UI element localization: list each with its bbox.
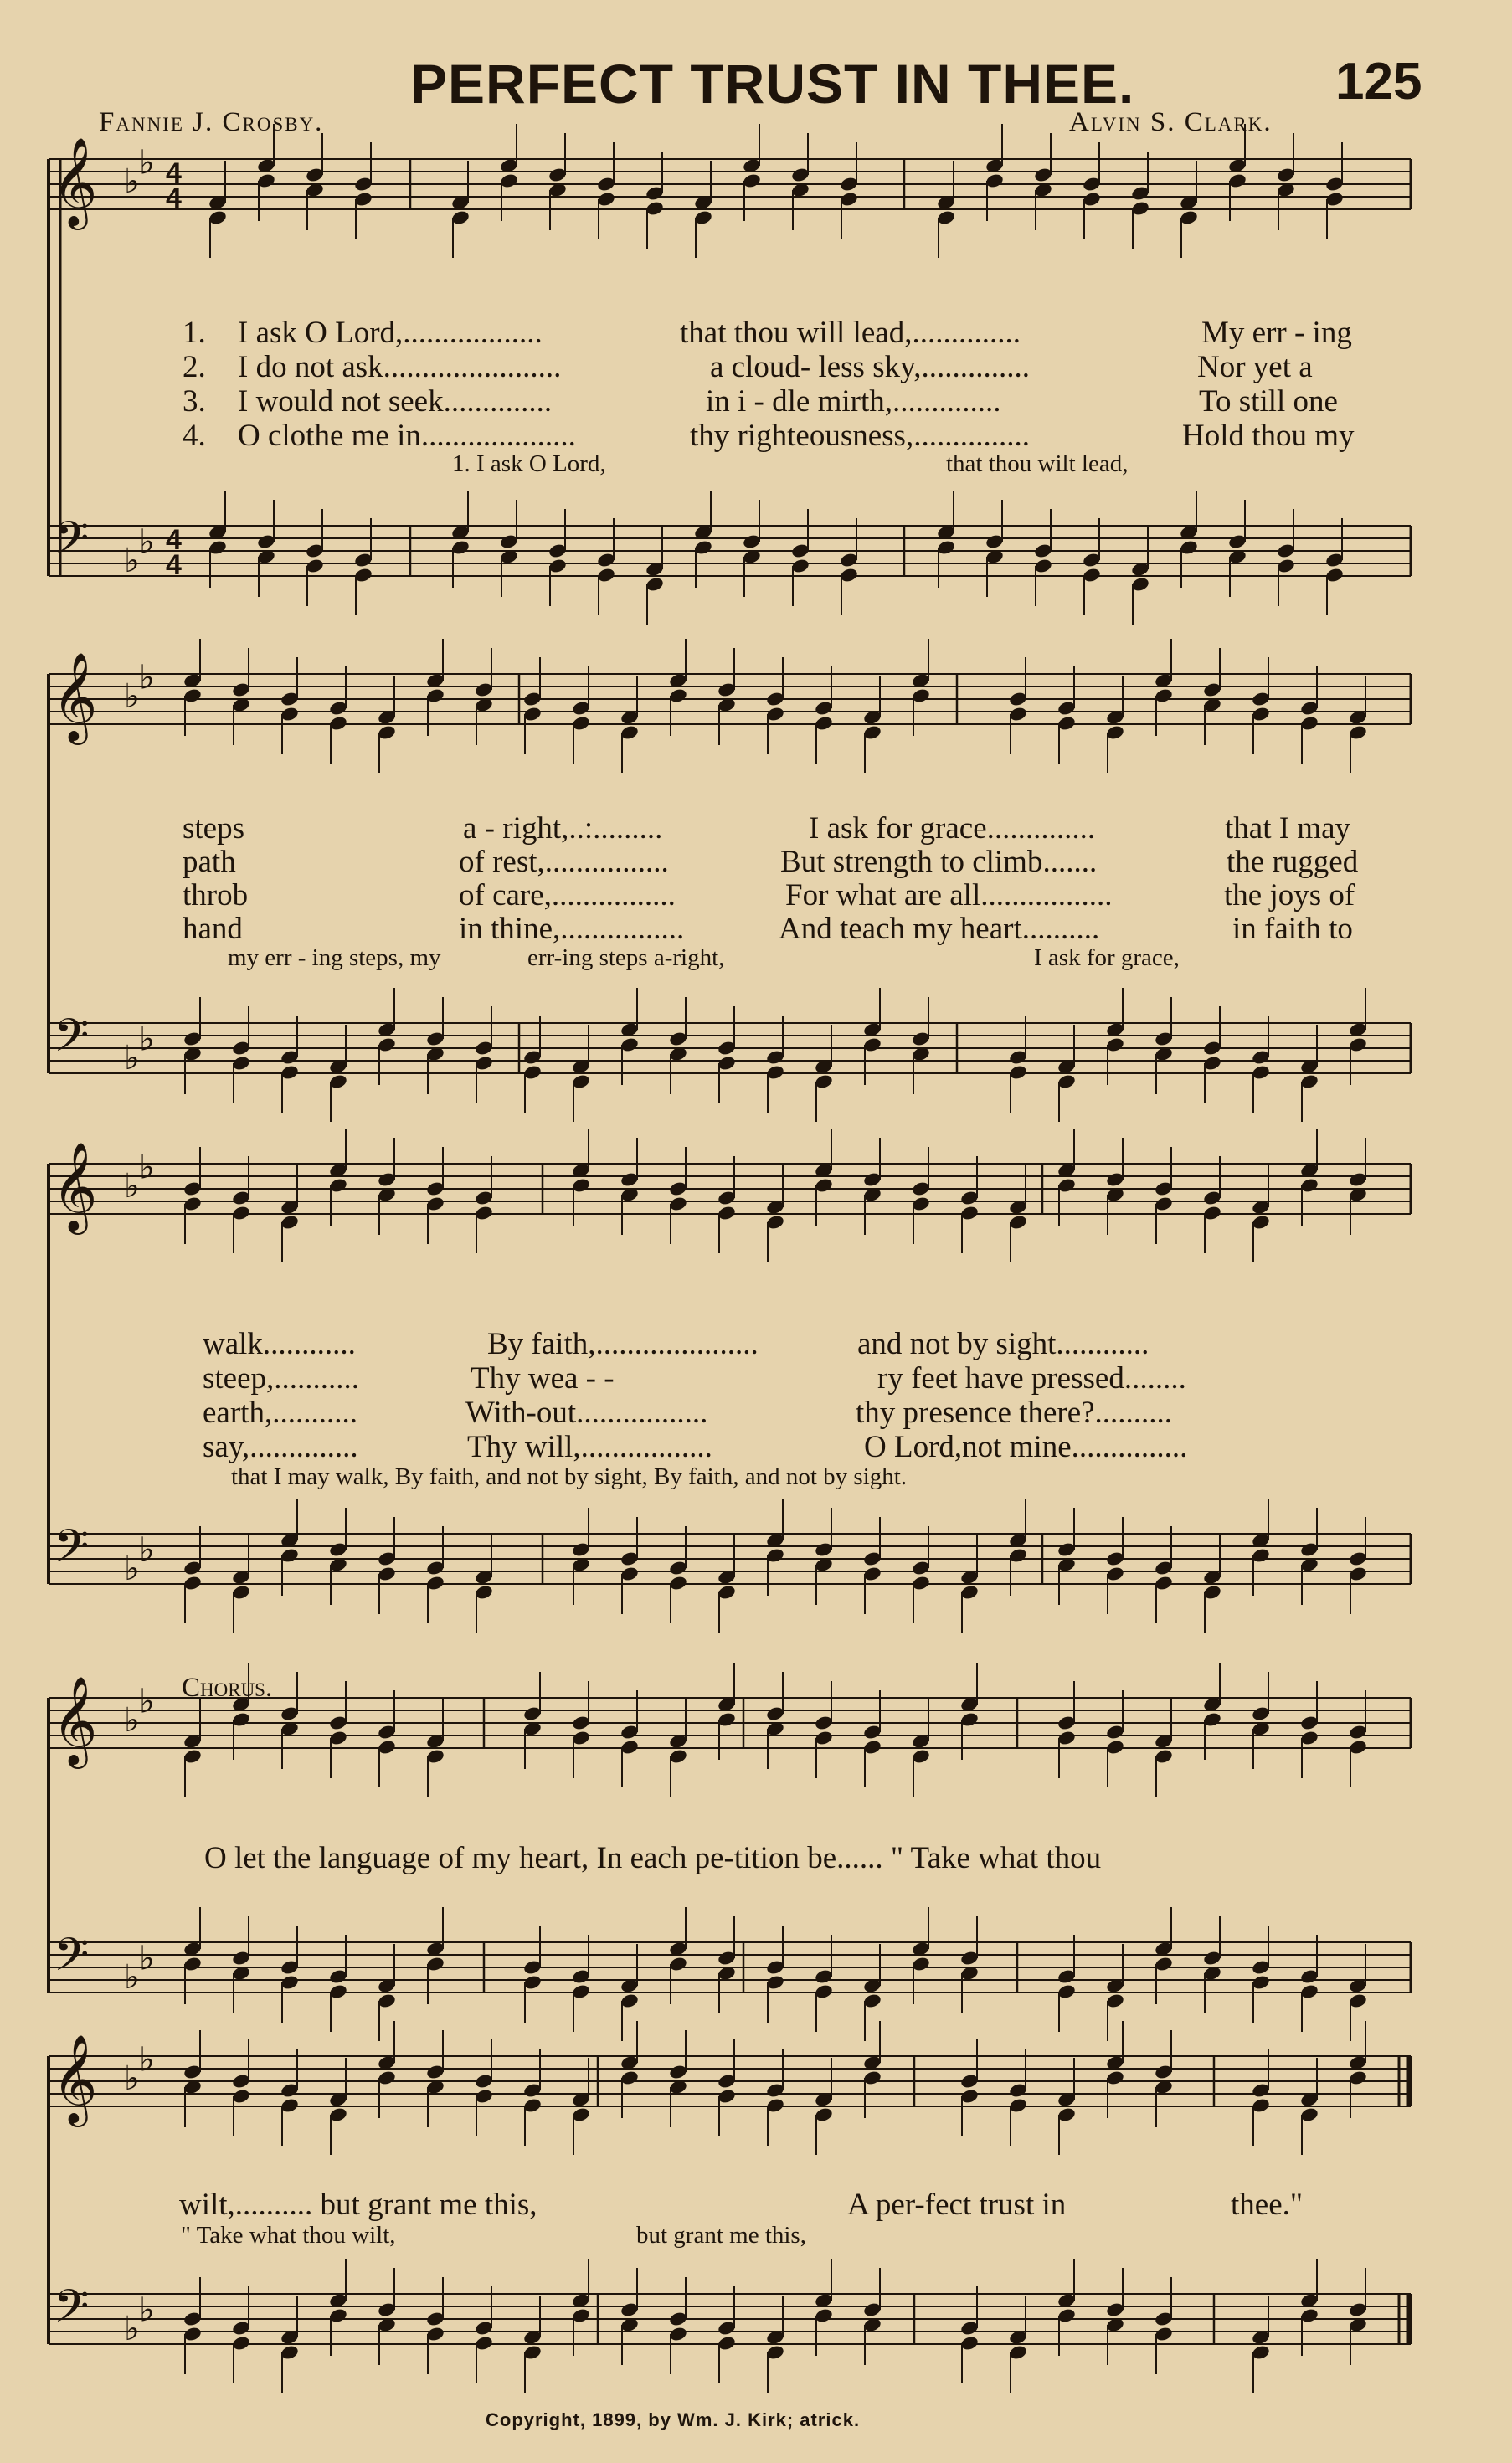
verse-line: Thy wea - - [471,1361,615,1396]
composer-credit: Alvin S. Clark. [1069,107,1273,137]
verse-line: of rest,................ [459,845,669,879]
flat-sign-icon: ♭ [124,542,140,580]
flat-sign-icon: ♭ [139,2291,155,2330]
bass-text: my err - ing steps, my [228,944,441,971]
hymn-title: PERFECT TRUST IN THEE. [410,53,1135,115]
verse-number: 4. [183,419,206,453]
flat-sign-icon: ♭ [124,2310,140,2348]
flat-sign-icon: ♭ [139,1682,155,1721]
flat-sign-icon: ♭ [124,1958,140,1997]
verse-line: earth,........... [203,1396,357,1430]
lyricist-credit: Fannie J. Crosby. [99,107,324,137]
flat-sign-icon: ♭ [124,1167,140,1206]
time-signature-numerator: 4 [166,524,182,556]
bass-text: 1. I ask O Lord, [452,450,606,477]
treble-clef-icon: 𝄞 [52,2034,98,2123]
verse-line: But strength to climb....... [780,845,1098,879]
flat-sign-icon: ♭ [124,162,140,201]
verse-line: that thou will lead,.............. [680,316,1021,350]
verse-line: walk............ [203,1327,356,1361]
verse-line: steep,........... [203,1361,360,1396]
verse-line: that I may [1225,811,1351,846]
bass-text: err-ing steps a-right, [527,944,725,971]
verse-line: thy presence there?.......... [856,1396,1173,1430]
bass-clef-icon: 𝄢 [54,2280,90,2344]
bass-text: that thou wilt lead, [946,450,1129,477]
verse-line: By faith,..................... [487,1327,759,1361]
verse-line: in faith to [1232,912,1353,946]
chorus-line: O let the language of my heart, In each pe-tition be...... " Take what thou [204,1841,1102,1875]
verse-line: a - right,..:......... [463,811,663,846]
verse-line: My err - ing [1201,316,1352,350]
flat-sign-icon: ♭ [124,1550,140,1588]
copyright-notice: Copyright, 1899, by Wm. J. Kirk; atrick. [486,2409,861,2430]
verse-line: of care,................ [459,878,676,913]
flat-sign-icon: ♭ [139,2040,155,2080]
flat-sign-icon: ♭ [124,1701,140,1740]
verse-line: Thy will,................. [467,1430,712,1464]
flat-sign-icon: ♭ [139,1020,155,1059]
bass-clef-icon: 𝄢 [54,1928,90,1993]
bass-text: " Take what thou wilt, [181,2222,396,2249]
verse-line: With-out................. [465,1396,708,1430]
verse-number: 1. [183,316,206,350]
flat-sign-icon: ♭ [139,143,155,183]
verse-line: throb [183,878,249,913]
verse-line: a cloud- less sky,.............. [710,350,1030,384]
verse-line: I would not seek.............. [238,384,553,419]
verse-line: the rugged [1227,845,1359,879]
flat-sign-icon: ♭ [124,677,140,716]
bass-text: that I may walk, By faith, and not by sight, By faith, and not by sight. [231,1463,908,1490]
chorus-line: A per-fect trust in [847,2188,1067,2222]
flat-sign-icon: ♭ [139,1530,155,1570]
time-signature-denominator: 4 [166,549,182,581]
bass-clef-icon: 𝄢 [54,1009,90,1073]
bass-clef-icon: 𝄢 [54,1519,90,1584]
verse-line: in thine,................ [459,912,685,946]
verse-number: 2. [183,350,206,384]
time-signature-denominator: 4 [166,183,182,214]
bass-text: I ask for grace, [1034,944,1180,971]
verse-line: and not by sight............ [857,1327,1149,1361]
verse-line: steps [183,811,244,846]
flat-sign-icon: ♭ [124,1039,140,1077]
treble-clef-icon: 𝄞 [52,1141,98,1231]
treble-clef-icon: 𝄞 [52,651,98,741]
flat-sign-icon: ♭ [124,2059,140,2098]
verse-line: For what are all................. [785,878,1113,913]
treble-clef-icon: 𝄞 [52,136,98,226]
flat-sign-icon: ♭ [139,522,155,562]
verse-line: Hold thou my [1182,419,1355,453]
verse-line: I do not ask....................... [238,350,562,384]
verse-line: hand [183,912,243,946]
verse-line: To still one [1199,384,1338,419]
verse-line: Nor yet a [1197,350,1313,384]
chorus-line: thee." [1231,2188,1303,2222]
bass-text: but grant me this, [636,2222,806,2249]
verse-line: the joys of [1224,878,1355,913]
verse-line: ry feet have pressed........ [877,1361,1186,1396]
verse-line: O clothe me in.................... [238,419,576,453]
chorus-line: wilt,.......... but grant me this, [179,2188,537,2222]
page-number: 125 [1335,53,1422,111]
treble-clef-icon: 𝄞 [52,1675,98,1765]
verse-line: path [183,845,236,879]
verse-line: O Lord,not mine............... [864,1430,1188,1464]
time-signature-numerator: 4 [166,157,182,189]
verse-line: I ask for grace.............. [809,811,1096,846]
verse-line: in i - dle mirth,.............. [706,384,1001,419]
verse-line: I ask O Lord,.................. [238,316,543,350]
flat-sign-icon: ♭ [139,658,155,697]
verse-line: And teach my heart.......... [779,912,1100,946]
bass-clef-icon: 𝄢 [54,512,90,576]
flat-sign-icon: ♭ [139,1939,155,1978]
chorus-label: Chorus. [182,1673,273,1703]
verse-line: thy righteousness,............... [690,419,1030,453]
flat-sign-icon: ♭ [139,1148,155,1187]
verse-line: say,.............. [203,1430,358,1464]
verse-number: 3. [183,384,206,419]
